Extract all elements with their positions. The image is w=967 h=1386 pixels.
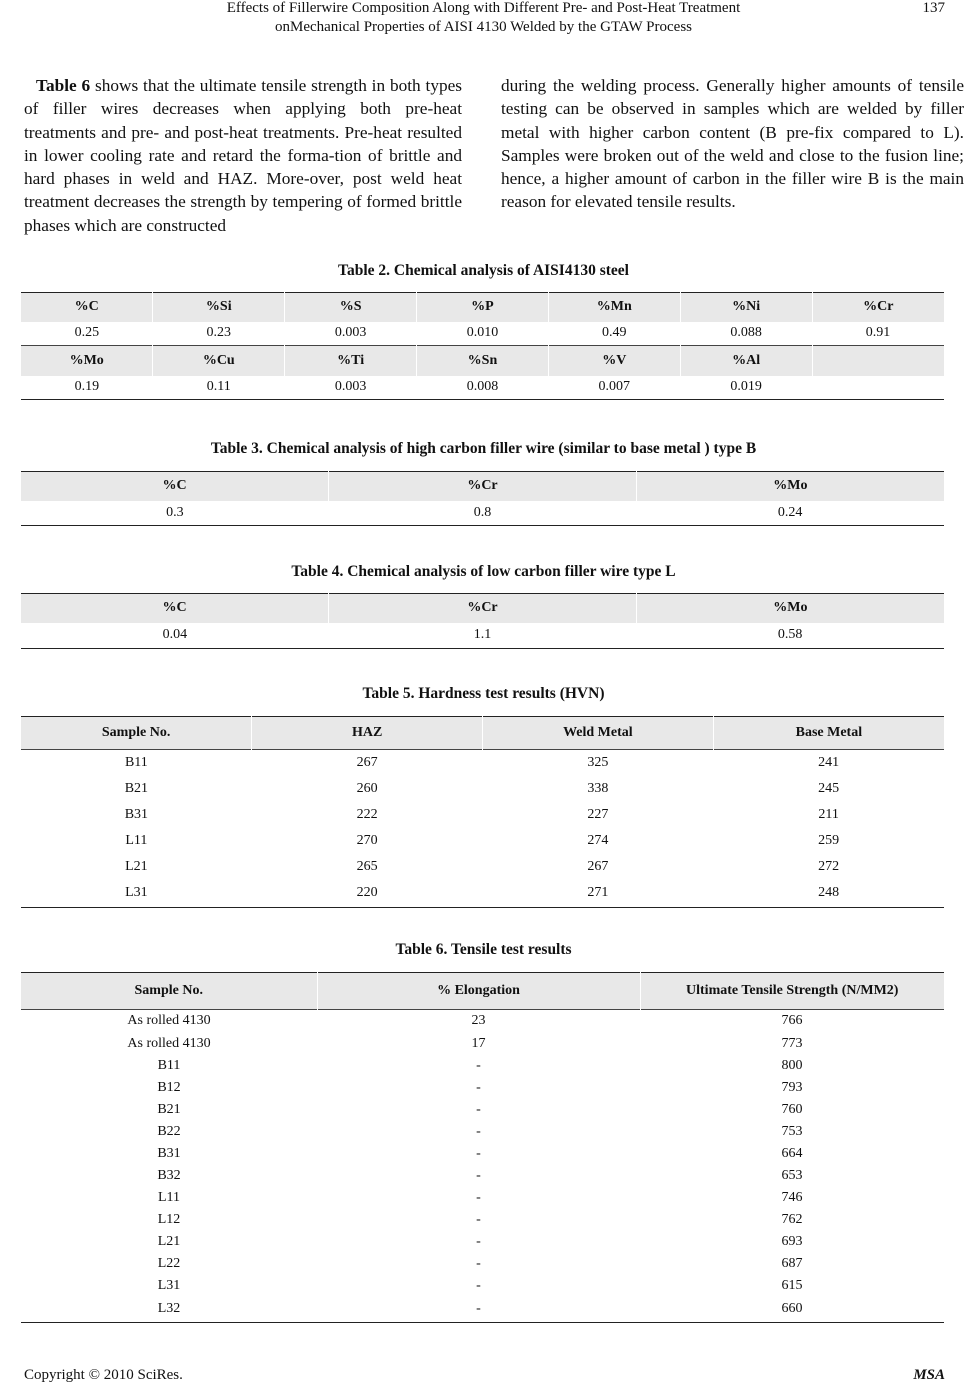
table2-header-cell: %C (21, 293, 153, 322)
table5-cell: 267 (356, 754, 378, 770)
table-row (21, 1010, 944, 1033)
table6-cell: L22 (157, 1255, 181, 1271)
table2-header-cell: %Ni (680, 293, 812, 322)
table3-cell: 0.24 (777, 504, 803, 520)
table-row (21, 1231, 944, 1253)
table6-cell: - (476, 1277, 481, 1293)
table6-cell: B11 (157, 1057, 181, 1073)
table6-header-row (21, 973, 944, 1010)
table6 (21, 972, 944, 1323)
table-row (21, 1209, 944, 1231)
table6-cell: 773 (781, 1035, 803, 1051)
header-title-line2: onMechanical Properties of AISI 4130 Welded by the GTAW Process (275, 19, 692, 35)
table6-cell: 762 (781, 1211, 803, 1227)
right-paragraph: during the welding process. Generally higher amounts of tensile testing can be observed in samples which are welded by filler metal with higher carbon content (B pre-fix compared to L). Samples were broken out of the weld and close to the fusion line; hence, a higher amount of carbon in the filler wire B is the main reason for elevated tensile results. (501, 76, 964, 212)
table4-header-row (21, 594, 944, 623)
table2-caption: Table 2. Chemical analysis of AISI4130 steel (338, 262, 629, 279)
table6-cell: 800 (781, 1057, 803, 1073)
table2-header-row-1 (21, 293, 944, 322)
table2-cell: 0.19 (74, 379, 100, 395)
table5-cell: 248 (818, 885, 840, 901)
table3-header-cell: %Cr (329, 472, 637, 501)
table3-header-row (21, 472, 944, 501)
table5-header-row (21, 717, 944, 750)
table6-cell: 746 (781, 1189, 803, 1205)
table2-cell: 0.010 (466, 325, 499, 341)
table6-cell: - (476, 1079, 481, 1095)
table2-header-cell: %V (548, 346, 680, 376)
journal-abbreviation: MSA (913, 1367, 945, 1383)
table5-header-cell: Sample No. (21, 717, 252, 750)
table5-cell: L31 (125, 885, 148, 901)
table5-cell: 338 (587, 780, 609, 796)
table2-header-cell: %Al (680, 346, 812, 376)
table6-cell: - (476, 1255, 481, 1271)
table5-cell: 220 (356, 885, 378, 901)
table-row (21, 1143, 944, 1165)
table6-cell: 693 (781, 1233, 803, 1249)
table6-header-cell: Sample No. (21, 973, 317, 1010)
table6-cell: 615 (781, 1277, 803, 1293)
copyright-notice: Copyright © 2010 SciRes. (24, 1367, 183, 1383)
table5-caption: Table 5. Hardness test results (HVN) (362, 685, 605, 702)
table5-cell: B21 (124, 780, 149, 796)
table2-cell: 0.003 (334, 325, 367, 341)
table4-caption: Table 4. Chemical analysis of low carbon filler wire type L (291, 563, 676, 580)
table-row (21, 1055, 944, 1077)
table-row (21, 1077, 944, 1099)
table2-header-cell: %S (285, 293, 417, 322)
table-reference: Table 6 (36, 76, 91, 95)
table-row (21, 854, 944, 880)
table6-cell: 23 (471, 1013, 486, 1029)
table3-header-cell: %C (21, 472, 329, 501)
table-row (21, 1253, 944, 1275)
table6-cell: 760 (781, 1101, 803, 1117)
table5-cell: 265 (356, 858, 378, 874)
table6-cell: As rolled 4130 (127, 1035, 211, 1051)
table2-header-cell: %Mo (21, 346, 153, 376)
table2-row-1 (21, 322, 944, 346)
table3-row (21, 501, 944, 526)
table5-cell: 241 (818, 754, 840, 770)
table6-cell: - (476, 1301, 481, 1317)
table5-cell: B31 (124, 806, 149, 822)
table6-cell: - (476, 1101, 481, 1117)
table6-cell: 766 (781, 1013, 803, 1029)
table4 (21, 593, 944, 649)
table5-cell: B11 (124, 754, 148, 770)
table6-header-cell: Ultimate Tensile Strength (N/MM2) (640, 973, 944, 1010)
table2-header-cell: %P (417, 293, 549, 322)
table6-cell: - (476, 1057, 481, 1073)
table2-cell: 0.008 (466, 379, 499, 395)
table4-header-cell: %Mo (636, 594, 944, 623)
table3-cell: 0.3 (166, 504, 184, 520)
table6-cell: B22 (157, 1123, 181, 1139)
table5-header-cell: HAZ (252, 717, 483, 750)
table2-cell: 0.088 (730, 325, 762, 341)
table6-cell: L11 (157, 1189, 181, 1205)
table6-header-cell: % Elongation (317, 973, 640, 1010)
left-paragraph: shows that the ultimate tensile strength in both types of filler wires decreases when applying both pre-heat treatments and pre- and post-heat treatments. Pre-heat resulted in lower cooling rate and retard the forma-tion of brittle and hard phases in weld and HAZ. More-over, post weld heat treatment decreases the strength by tempering of formed brittle phases which are constructed (24, 76, 463, 235)
table5-cell: 274 (587, 832, 609, 848)
table-row (21, 776, 944, 802)
table6-cell: L21 (157, 1233, 181, 1249)
table2-cell: 0.019 (730, 379, 762, 395)
table-row (21, 1187, 944, 1209)
table3-caption: Table 3. Chemical analysis of high carbon filler wire (similar to base metal ) type B (210, 440, 757, 457)
table6-cell: B12 (157, 1079, 181, 1095)
table5-cell: 259 (818, 832, 840, 848)
table3-header-cell: %Mo (636, 472, 944, 501)
table4-header-cell: %C (21, 594, 329, 623)
table4-cell: 0.58 (777, 627, 803, 643)
table5-header-cell: Base Metal (713, 717, 944, 750)
table2-cell: 0.11 (206, 379, 231, 395)
table6-cell: 753 (781, 1123, 803, 1139)
table-row (21, 1099, 944, 1121)
table2-cell: 0.23 (206, 325, 232, 341)
table5-cell: 211 (818, 806, 839, 822)
table6-cell: L32 (157, 1301, 181, 1317)
page-number: 137 (922, 0, 945, 16)
table6-cell: - (476, 1189, 481, 1205)
table5-cell: 222 (356, 806, 378, 822)
table6-cell: - (476, 1123, 481, 1139)
table6-cell: - (476, 1145, 481, 1161)
table6-cell: As rolled 4130 (127, 1013, 211, 1029)
table-row (21, 1275, 944, 1297)
table5-header-cell: Weld Metal (483, 717, 714, 750)
table5 (21, 716, 944, 908)
table5-cell: 270 (356, 832, 378, 848)
table-row (21, 750, 944, 776)
table4-cell: 0.04 (162, 627, 188, 643)
table4-header-cell: %Cr (329, 594, 637, 623)
table6-cell: - (476, 1167, 481, 1183)
table-row (21, 828, 944, 854)
table3-cell: 0.8 (473, 504, 492, 520)
table2-cell (812, 376, 944, 400)
table2-header-cell (812, 346, 944, 376)
table2-header-cell: %Mn (548, 293, 680, 322)
running-header (0, 0, 967, 40)
table2-header-cell: %Si (153, 293, 285, 322)
table6-cell: 653 (781, 1167, 803, 1183)
table6-cell: 687 (781, 1255, 803, 1271)
table4-cell: 1.1 (473, 627, 492, 643)
table2-header-cell: %Sn (417, 346, 549, 376)
table5-cell: 325 (587, 754, 609, 770)
table2-cell: 0.25 (74, 325, 100, 341)
table5-cell: 272 (818, 858, 840, 874)
table6-caption: Table 6. Tensile test results (395, 941, 572, 958)
table3 (21, 471, 944, 526)
table6-cell: B21 (157, 1101, 181, 1117)
table6-cell: B32 (157, 1167, 181, 1183)
table6-cell: B31 (157, 1145, 181, 1161)
table2-header-cell: %Cr (812, 293, 944, 322)
body-text-right-column (501, 74, 964, 214)
table2-cell: 0.003 (334, 379, 367, 395)
table-row (21, 1297, 944, 1323)
table2-cell: 0.007 (598, 379, 631, 395)
table-row (21, 802, 944, 828)
table5-cell: L11 (125, 832, 148, 848)
table6-cell: - (476, 1211, 481, 1227)
body-text-left-column (24, 74, 462, 237)
table6-cell: L12 (157, 1211, 181, 1227)
table6-cell: 17 (471, 1035, 486, 1051)
table6-cell: 660 (781, 1301, 803, 1317)
table5-cell: 267 (587, 858, 609, 874)
table6-cell: 793 (781, 1079, 803, 1095)
table-row (21, 1033, 944, 1055)
table5-cell: 271 (587, 885, 609, 901)
table6-cell: - (476, 1233, 481, 1249)
table2-header-row-2 (21, 346, 944, 376)
table2 (21, 292, 944, 400)
table2-header-cell: %Ti (285, 346, 417, 376)
table4-row (21, 623, 944, 649)
table2-header-cell: %Cu (153, 346, 285, 376)
table2-row-2 (21, 376, 944, 400)
table2-cell: 0.49 (602, 325, 627, 341)
table-row (21, 1165, 944, 1187)
table6-cell: L31 (157, 1277, 181, 1293)
header-title-line1: Effects of Fillerwire Composition Along with Different Pre- and Post-Heat Treatment (226, 0, 741, 16)
table5-cell: 245 (818, 780, 840, 796)
table5-cell: L21 (125, 858, 148, 874)
table6-cell: 664 (781, 1145, 803, 1161)
table-row (21, 1121, 944, 1143)
table5-cell: 260 (356, 780, 378, 796)
table5-cell: 227 (587, 806, 609, 822)
table-row (21, 880, 944, 908)
table2-cell: 0.91 (865, 325, 891, 341)
